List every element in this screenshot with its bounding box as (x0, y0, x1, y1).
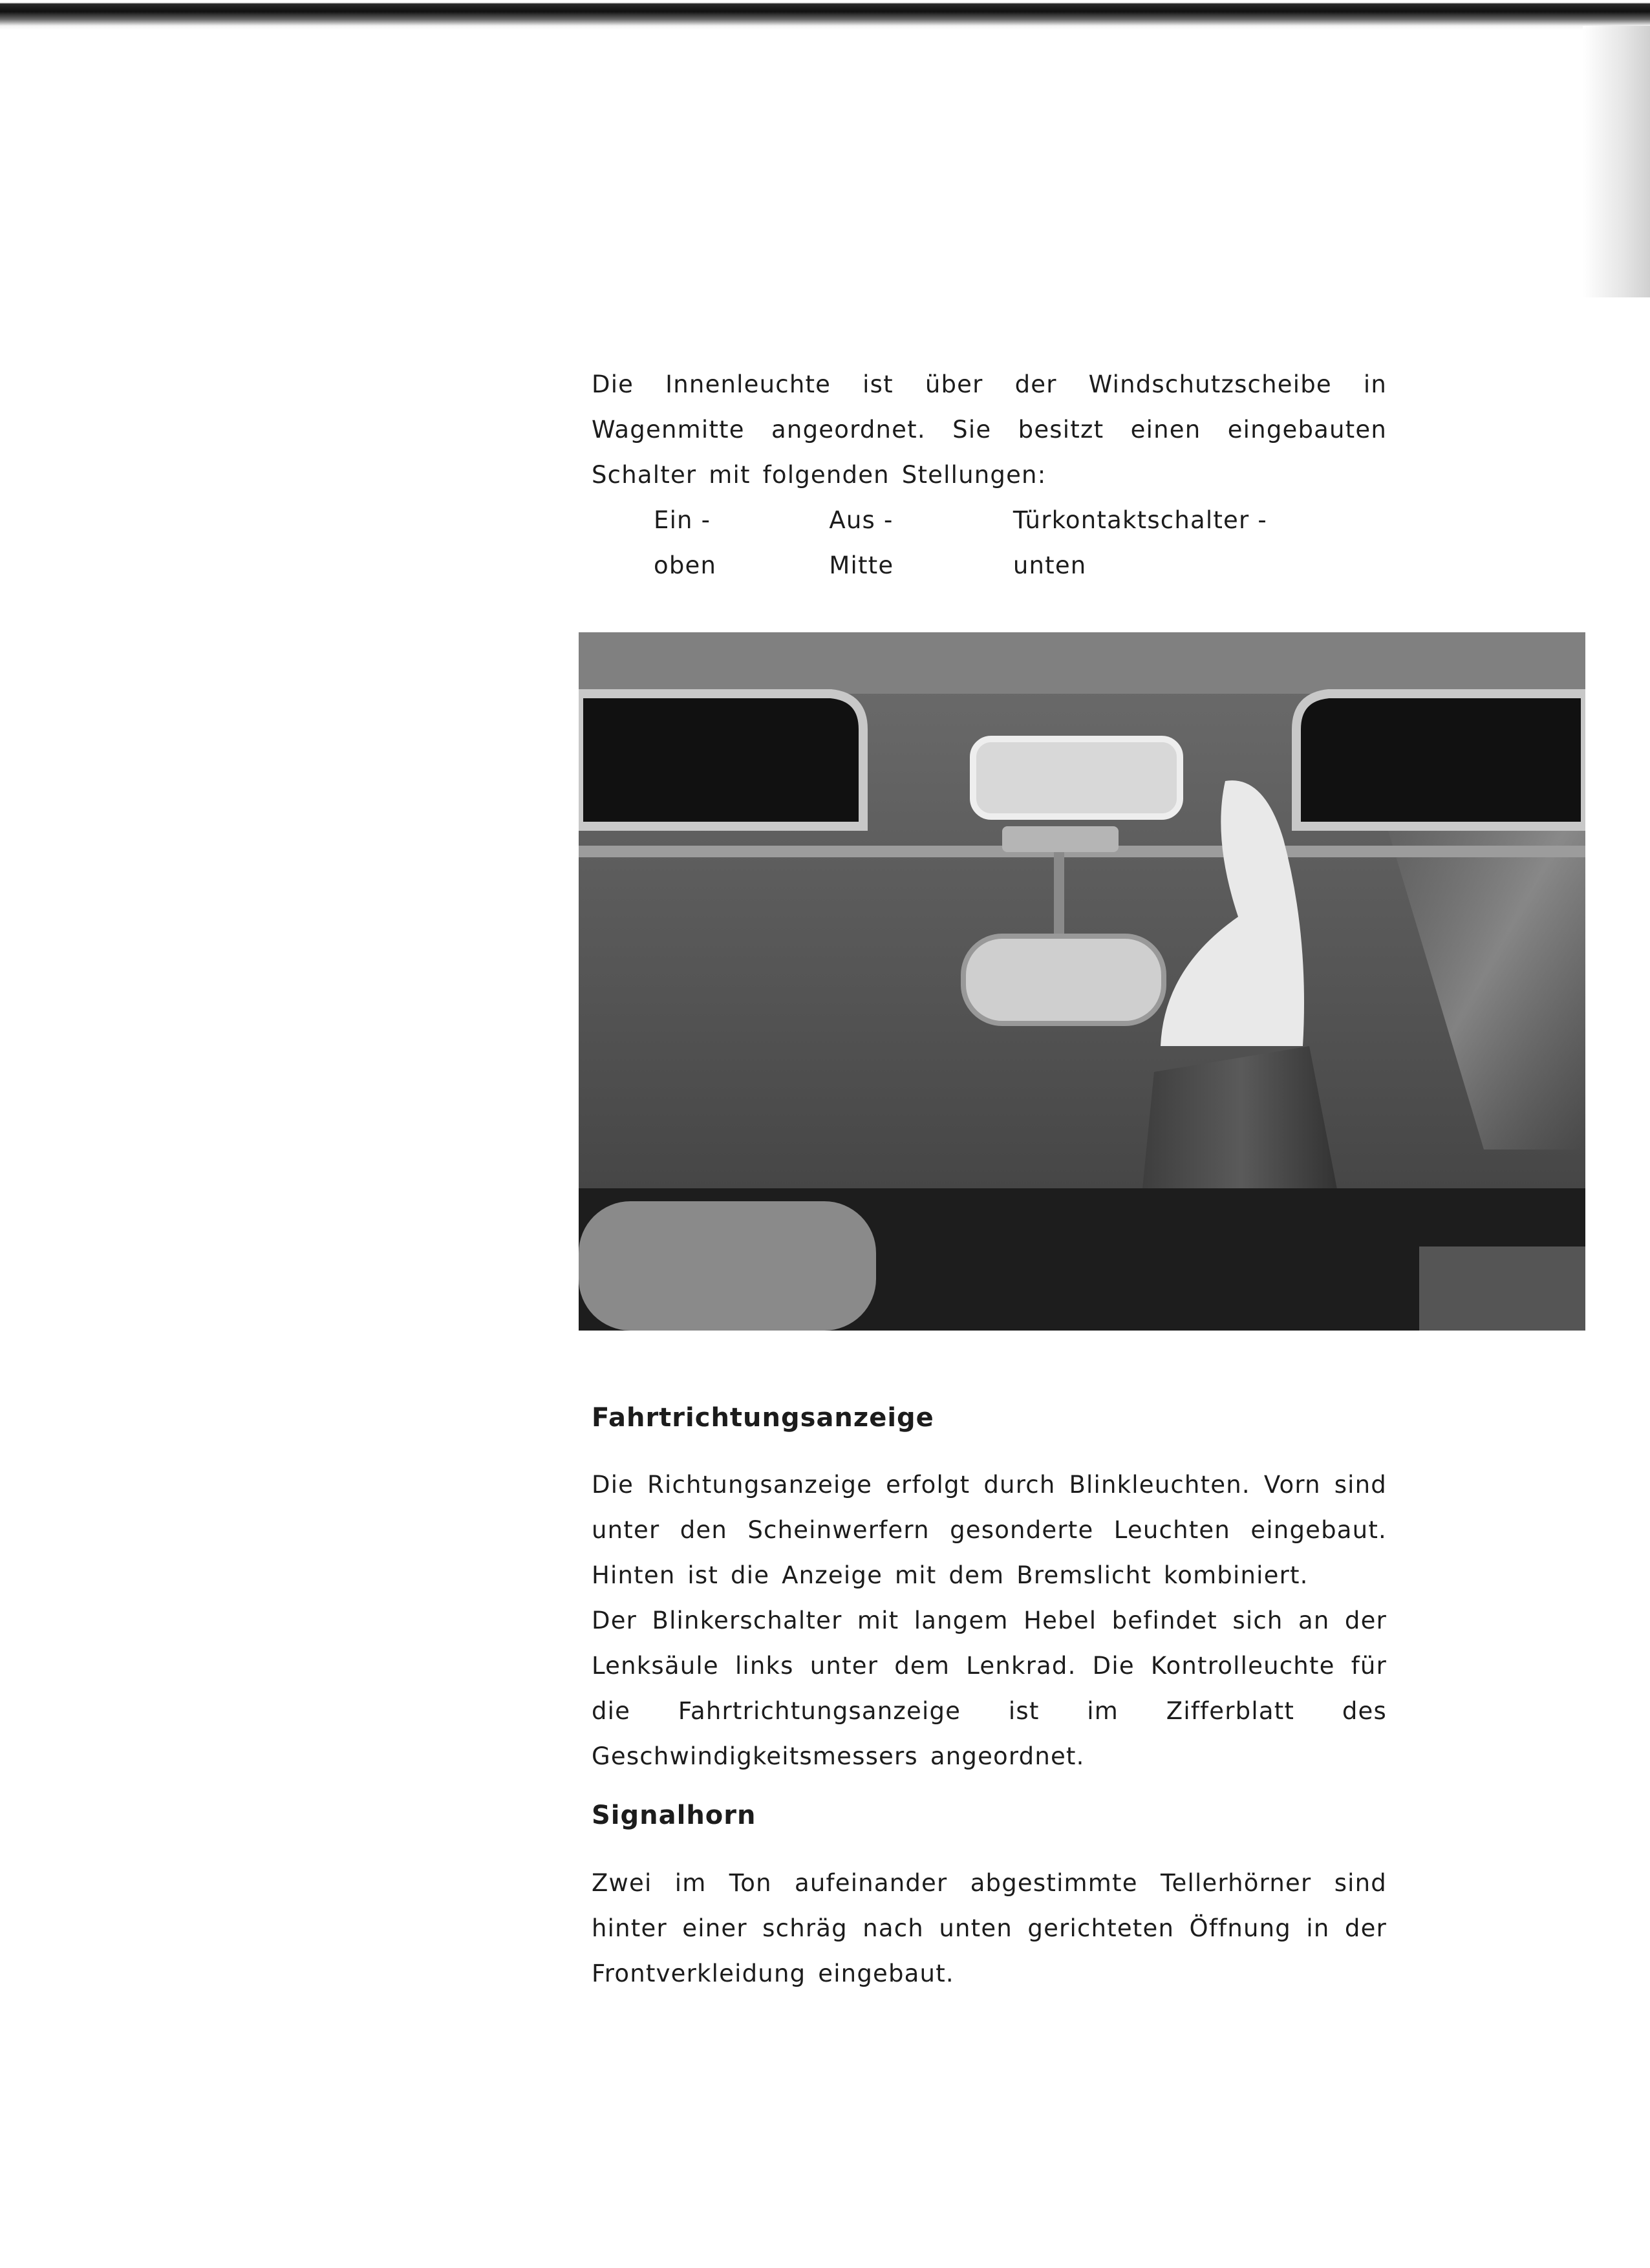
horn-section (592, 1861, 1387, 1996)
horn-heading: Signalhorn (592, 1801, 756, 1830)
intro-paragraph: Die Innenleuchte ist über der Windschutzscheibe in Wagenmitte angeordnet. Sie besitzt einen eingebauten Schalter mit folgenden Stellungen: (592, 370, 1387, 489)
right-window (1296, 694, 1585, 826)
position-door-contact: Türkontaktschalter - unten (1012, 506, 1267, 579)
roof-upper (579, 632, 1585, 694)
switch-positions (592, 498, 1387, 588)
mirror-mount (1002, 826, 1119, 852)
seat-back (579, 1201, 876, 1331)
turn-signal-paragraph-2: Der Blinkerschalter mit langem Hebel befindet sich an der Lenksäule links unter dem Lenkrad. Die Kontrolleuchte für die Fahrtrichtungsanzeige ist im Zifferblatt des Geschwindigkeitsmessers angeordnet. (592, 1607, 1387, 1770)
position-off: Aus - Mitte (829, 506, 894, 579)
intro-section (592, 362, 1387, 588)
photo-illustration (579, 632, 1585, 1331)
scan-top-edge (0, 0, 1650, 30)
interior-light (973, 739, 1180, 817)
scan-shadow (1583, 26, 1650, 297)
rear-view-mirror (963, 936, 1164, 1023)
turn-signal-paragraph-1: Die Richtungsanzeige erfolgt durch Blinkleuchten. Vorn sind unter den Scheinwerfern gesonderte Leuchten eingebaut. Hinten ist die Anzeige mit dem Bremslicht kombiniert. (592, 1471, 1387, 1589)
mirror-stem (1054, 852, 1064, 943)
turn-signal-section (592, 1462, 1387, 1779)
horn-paragraph: Zwei im Ton aufeinander abgestimmte Tellerhörner sind hinter einer schräg nach unten gerichteten Öffnung in der Frontverkleidung eingebaut. (592, 1869, 1387, 1987)
dash-right (1419, 1246, 1585, 1331)
left-window (579, 694, 863, 826)
interior-light-photo (579, 632, 1585, 1331)
position-on: Ein - oben (654, 506, 717, 579)
turn-signal-heading: Fahrtrichtungsanzeige (592, 1403, 934, 1433)
